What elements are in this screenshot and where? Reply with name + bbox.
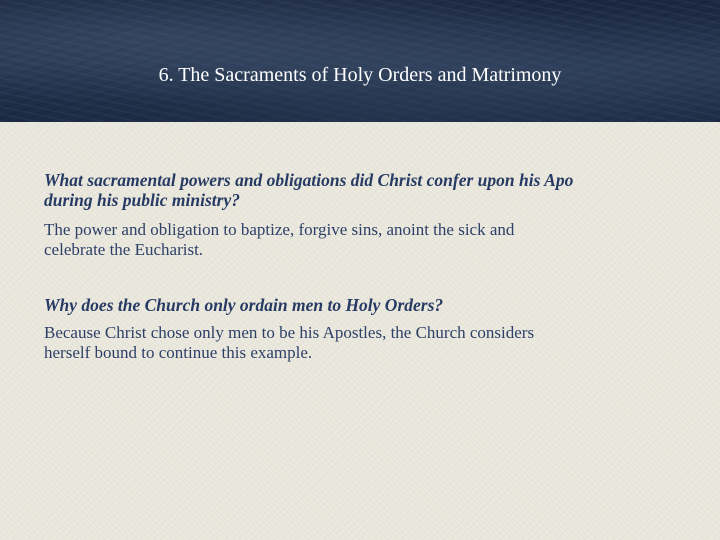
question-1-line-2: during his public ministry? bbox=[44, 190, 240, 210]
answer-1-line-2: celebrate the Eucharist. bbox=[44, 240, 204, 259]
answer-1-line-1: The power and obligation to baptize, forgive sins, anoint the sick and bbox=[44, 220, 515, 239]
answer-2-line-2: herself bound to continue this example. bbox=[44, 343, 313, 362]
question-2-line-1: Why does the Church only ordain men to Holy Orders? bbox=[44, 295, 444, 315]
question-1-line-1: What sacramental powers and obligations did Christ confer upon his Apo bbox=[44, 170, 574, 190]
slide-title: 6. The Sacraments of Holy Orders and Matrimony bbox=[158, 64, 562, 86]
slide-body bbox=[0, 122, 720, 540]
slide-header bbox=[0, 0, 720, 122]
answer-2-line-1: Because Christ chose only men to be his Apostles, the Church considers bbox=[44, 323, 535, 342]
